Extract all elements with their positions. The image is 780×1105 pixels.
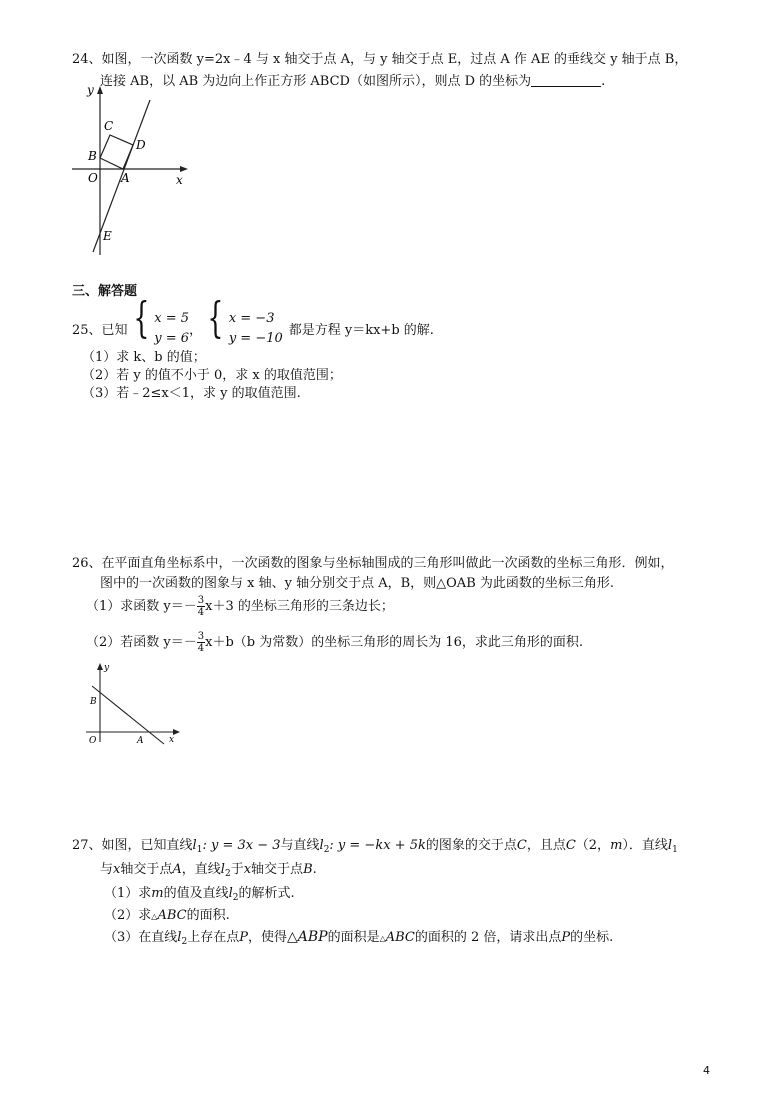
sys2-eq1: x = −3: [228, 310, 275, 326]
var-m: m: [151, 886, 164, 901]
q27-text: （3）在直线: [104, 930, 178, 945]
line-l1-eq: : y = 3x − 3: [202, 838, 281, 853]
label-c: C: [104, 119, 114, 133]
q27-text: （2，: [575, 838, 611, 853]
sub: 1: [672, 845, 678, 855]
q27-text: 的面积的 2 倍，请求出点: [414, 930, 562, 945]
sub: 2: [323, 845, 330, 855]
label-e: E: [103, 229, 112, 243]
q26-p2-text: （2）若函数 y＝－: [86, 635, 197, 650]
line-l1-name: l: [192, 838, 197, 853]
q27-text: .: [312, 862, 317, 877]
point-p: P: [561, 930, 571, 945]
q26-part1: [86, 592, 394, 622]
line-l1-name: l: [667, 838, 673, 853]
label-x: x: [176, 173, 183, 187]
var-x: x: [243, 862, 252, 877]
system-1: [154, 309, 189, 349]
point-p: P: [239, 930, 248, 945]
triangle-abc: ABC: [385, 930, 415, 945]
label-a: A: [121, 171, 130, 185]
q24-line2-text: 连接 AB，以 AB 为边向上作正方形 ABCD（如图所示），则点 D 的坐标为: [100, 74, 532, 89]
triangle-abc: ABC: [157, 908, 187, 923]
line-ab: [92, 686, 164, 744]
sub: 2: [232, 893, 239, 903]
q27-text: 的解析式.: [238, 886, 295, 901]
label-b: B: [88, 149, 97, 163]
line-l2-eq: : y = −kx + 5k: [329, 838, 426, 853]
q27-text: ，使得: [247, 930, 287, 945]
q26-p1-rest: x＋3 的坐标三角形的三条边长；: [205, 599, 394, 614]
sys1-eq2: y = 6: [154, 330, 190, 346]
point-c: C: [516, 838, 527, 853]
triangle-symbol: △: [379, 934, 386, 943]
q26-line2: 图中的一次函数的图象与 x 轴、y 轴分别交于点 A，B，则△OAB 为此函数的坐标三角形.: [100, 576, 615, 591]
triangle-symbol: △: [151, 912, 158, 921]
sub: 2: [181, 937, 188, 947]
answer-blank: [531, 74, 601, 87]
fraction: $\frac{3}{4}$: [197, 595, 205, 618]
q25-suffix: 都是方程 y＝kx+b 的解.: [288, 323, 434, 338]
sub: 2: [224, 869, 231, 879]
label-o: O: [88, 171, 98, 185]
label-a: A: [137, 736, 144, 746]
q25-prefix: 25、已知: [72, 323, 128, 338]
q27-text: 轴交于点: [120, 862, 173, 877]
section-heading: 三、解答题: [72, 284, 138, 299]
q26-p1-text: （1）求函数 y＝－: [86, 599, 197, 614]
line-l2-name: l: [319, 838, 324, 853]
var-x: x: [113, 862, 121, 877]
q26-part2: [86, 628, 583, 658]
label-y: y: [104, 663, 110, 673]
sys2-eq2: y = −10: [228, 330, 283, 346]
q27-text: 的图象的交于点: [425, 838, 517, 853]
q27-text: 的面积是: [327, 930, 380, 945]
q27-part3: [104, 926, 613, 947]
q25-stem: [72, 293, 434, 346]
q27-text: 与: [100, 862, 114, 877]
q27-text: 27、如图，已知直线: [72, 838, 193, 853]
q27-text: ）．直线: [622, 838, 668, 853]
q27-text: 与直线: [280, 838, 320, 853]
label-o: O: [89, 736, 97, 746]
q26-line1: 26、在平面直角坐标系中，一次函数的图象与坐标轴围成的三角形叫做此一次函数的坐标三角形．例如，: [72, 556, 674, 571]
q27-text: ，且点: [526, 838, 566, 853]
q27-text: （1）求: [104, 886, 152, 901]
sys1-eq1: x = 5: [154, 310, 190, 326]
q27-text: 的值及直线: [163, 886, 229, 901]
point-a: A: [172, 862, 182, 877]
line-l2-name: l: [220, 862, 225, 877]
q27-line1: [72, 834, 678, 855]
q27-text: 于: [230, 862, 244, 877]
q27-part2: [104, 904, 230, 923]
brace: {: [207, 293, 224, 342]
q27-text: ，直线: [181, 862, 221, 877]
q27-text: 的坐标.: [570, 930, 614, 945]
x-axis-arrow: [180, 166, 188, 172]
label-x: x: [169, 735, 175, 745]
label-b: B: [90, 697, 97, 707]
line-l2-name: l: [228, 886, 233, 901]
q27-line2: [100, 858, 317, 879]
q27-text: 轴交于点: [251, 862, 304, 877]
brace: {: [132, 293, 149, 342]
square-abcd: [100, 135, 133, 169]
point-c: C: [565, 838, 576, 853]
q25-part1: （1）求 k、b 的值；: [82, 350, 206, 365]
y-axis-arrow: [97, 86, 103, 94]
q27-part1: [104, 882, 295, 903]
system-2: [229, 309, 283, 349]
sub: 1: [196, 845, 203, 855]
label-d: D: [136, 138, 146, 152]
comma: ，: [189, 323, 203, 338]
q24-period: .: [601, 74, 606, 89]
q24-figure: [70, 80, 200, 260]
q26-p2-rest: x＋b（b 为常数）的坐标三角形的周长为 16，求此三角形的面积.: [205, 635, 584, 650]
page-number: 4: [703, 1064, 710, 1077]
triangle-abp: △ABP: [286, 929, 328, 945]
q27-text: 的面积.: [186, 908, 230, 923]
q27-text: 上存在点: [187, 930, 240, 945]
var-m: m: [610, 838, 623, 853]
y-axis-arrow: [97, 663, 103, 670]
point-b: B: [303, 862, 313, 877]
q24-line1: 24、如图，一次函数 y=2x﹣4 与 x 轴交于点 A，与 y 轴交于点 E，过点 A 作 AE 的垂线交 y 轴于点 B，: [72, 52, 688, 67]
q26-figure: [84, 660, 184, 746]
q25-part2: （2）若 y 的值不小于 0，求 x 的取值范围；: [82, 368, 342, 383]
fraction: $\frac{3}{4}$: [197, 631, 205, 654]
line-l2-name: l: [177, 930, 182, 945]
label-y: y: [87, 83, 94, 97]
q27-text: （2）求: [104, 908, 152, 923]
q25-part3: （3）若﹣2≤x＜1，求 y 的取值范围.: [82, 386, 301, 401]
